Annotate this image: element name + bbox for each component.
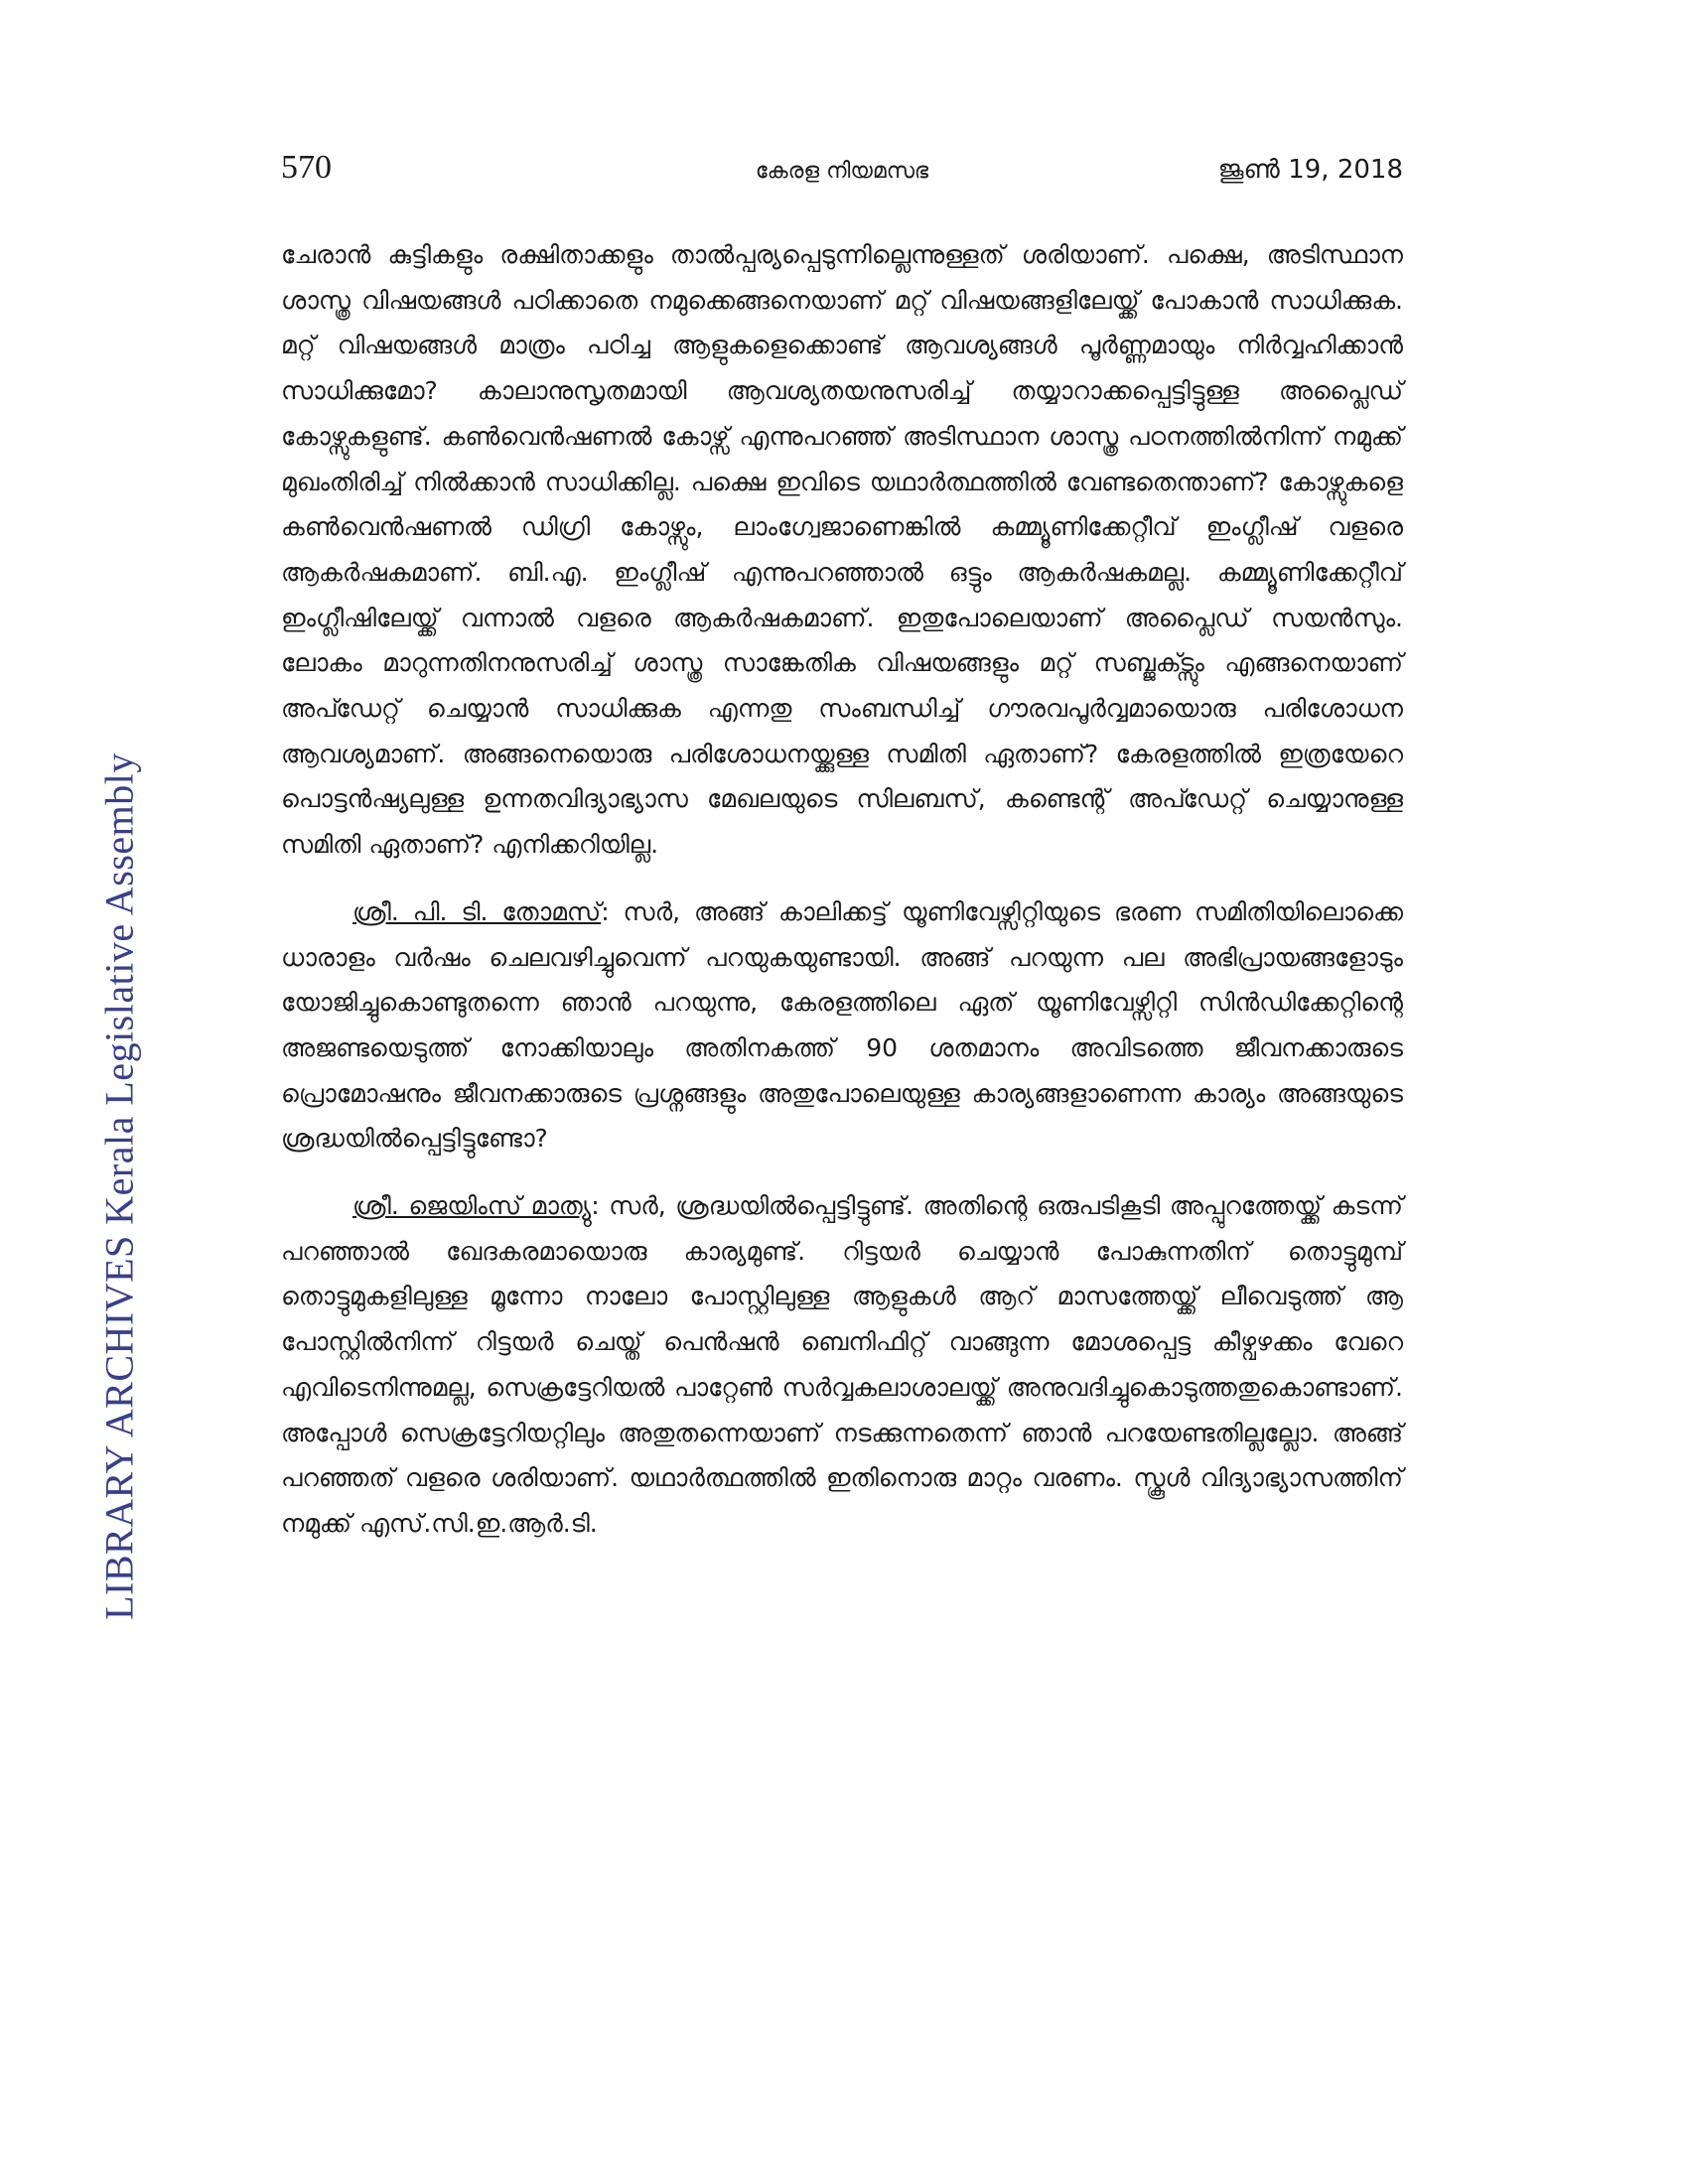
archive-watermark: LIBRARY ARCHIVES Kerala Legislative Assembly bbox=[96, 752, 142, 1620]
page-header bbox=[281, 149, 1403, 199]
page-number: 570 bbox=[281, 149, 332, 186]
speaker-name: ശ്രീ. പി. ടി. തോമസ് bbox=[352, 896, 602, 926]
paragraph-text: : സർ, അങ്ങ് കാലിക്കട്ട് യൂണിവേഴ്സിറ്റിയുടെ ഭരണ സമിതിയിലൊക്കെ ധാരാളം വർഷം ചെലവഴിച്ചുവെന്ന് പറയുകയുണ്ടായി. അങ്ങ് പറയുന്ന പല അഭിപ്രായങ്ങളോടും യോജിച്ചുകൊണ്ടുതന്നെ ഞാൻ പറയുന്നു, കേരളത്തിലെ ഏത് യൂണിവേഴ്സിറ്റി സിൻഡിക്കേറ്റിന്റെ അജണ്ടയെടുത്ത് നോക്കിയാലും അതിനകത്ത് 90 ശതമാനം അവിടത്തെ ജീവനക്കാരുടെ പ്രൊമോഷനും ജീവനക്കാരുടെ പ്രശ്നങ്ങളും അതുപോലെയുള്ള കാര്യങ്ങളാണെന്ന കാര്യം അങ്ങയുടെ ശ്രദ്ധയിൽപ്പെട്ടിട്ടുണ്ടോ? bbox=[281, 896, 1404, 1154]
speaker-name: ശ്രീ. ജെയിംസ് മാത്യു bbox=[352, 1191, 592, 1221]
paragraph-text: : സർ, ശ്രദ്ധയിൽപ്പെട്ടിട്ടുണ്ട്. അതിന്റെ ഒരുപടികൂടി അപ്പുറത്തേയ്ക്ക് കടന്ന് പറഞ്ഞാൽ ഖേദകരമായൊരു കാര്യമുണ്ട്. റിട്ടയർ ചെയ്യാൻ പോകുന്നതിന് തൊട്ടുമുമ്പ് തൊട്ടുമുകളിലുള്ള മൂന്നോ നാലോ പോസ്റ്റിലുള്ള ആളുകൾ ആറ് മാസത്തേയ്ക്ക് ലീവെടുത്ത് ആ പോസ്റ്റിൽനിന്ന് റിട്ടയർ ചെയ്ത് പെൻഷൻ ബെനിഫിറ്റ് വാങ്ങുന്ന മോശപ്പെട്ട കീഴ്വഴക്കം വേറെ എവിടെനിന്നുമല്ല, സെക്രട്ടേറിയൽ പാറ്റേൺ സർവ്വകലാശാലയ്ക്ക് അനുവദിച്ചുകൊടുത്തതുകൊണ്ടാണ്. അപ്പോൾ സെക്രട്ടേറിയറ്റിലും അതുതന്നെയാണ് നടക്കുന്നതെന്ന് ഞാൻ പറയേണ്ടതില്ലല്ലോ. അങ്ങ് പറഞ്ഞത് വളരെ ശരിയാണ്. യഥാർത്ഥത്തിൽ ഇതിനൊരു മാറ്റം വരണം. സ്കൂൾ വിദ്യാഭ്യാസത്തിന് നമുക്ക് എസ്.സി.ഇ.ആർ.ടി. bbox=[281, 1191, 1403, 1538]
paragraph-continuation bbox=[281, 232, 1403, 868]
paragraph-text: ചേരാൻ കുട്ടികളും രക്ഷിതാക്കളും താൽപ്പര്യപ്പെടുന്നില്ലെന്നുള്ളത് ശരിയാണ്. പക്ഷെ, അടിസ്ഥാന ശാസ്ത്ര വിഷയങ്ങൾ പഠിക്കാതെ നമുക്കെങ്ങനെയാണ് മറ്റ് വിഷയങ്ങളിലേയ്ക്ക് പോകാൻ സാധിക്കുക. മറ്റ് വിഷയങ്ങൾ മാത്രം പഠിച്ച ആളുകളെക്കൊണ്ട് ആവശ്യങ്ങൾ പൂർണ്ണമായും നിർവ്വഹിക്കാൻ സാധിക്കുമോ? കാലാനുസൃതമായി ആവശ്യതയനുസരിച്ച് തയ്യാറാക്കപ്പെട്ടിട്ടുള്ള അപ്ലൈഡ് കോഴ്സുകളുണ്ട്. കൺവെൻഷണൽ കോഴ്സ് എന്നുപറഞ്ഞ് അടിസ്ഥാന ശാസ്ത്ര പഠനത്തിൽനിന്ന് നമുക്ക് മുഖംതിരിച്ച് നിൽക്കാൻ സാധിക്കില്ല. പക്ഷെ ഇവിടെ യഥാർത്ഥത്തിൽ വേണ്ടതെന്താണ്? കോഴ്സുകളെ കൺവെൻഷണൽ ഡിഗ്രി കോഴ്സും, ലാംഗ്വേജാണെങ്കിൽ കമ്മ്യൂണിക്കേറ്റീവ് ഇംഗ്ലീഷ് വളരെ ആകർഷകമാണ്. ബി.എ. ഇംഗ്ലീഷ് എന്നുപറഞ്ഞാൽ ഒട്ടും ആകർഷകമല്ല. കമ്മ്യൂണിക്കേറ്റീവ് ഇംഗ്ലീഷിലേയ്ക്ക് വന്നാൽ വളരെ ആകർഷകമാണ്. ഇതുപോലെയാണ് അപ്ലൈഡ് സയൻസും. ലോകം മാറുന്നതിനനുസരിച്ച് ശാസ്ത്ര സാങ്കേതിക വിഷയങ്ങളും മറ്റ് സബ്ജക്ട്സും എങ്ങനെയാണ് അപ്ഡേറ്റ് ചെയ്യാൻ സാധിക്കുക എന്നതു സംബന്ധിച്ച് ഗൗരവപൂർവ്വമായൊരു പരിശോധന ആവശ്യമാണ്. അങ്ങനെയൊരു പരിശോധനയ്ക്കുള്ള സമിതി ഏതാണ്? കേരളത്തിൽ ഇത്രയേറെ പൊട്ടൻഷ്യലുള്ള ഉന്നതവിദ്യാഭ്യാസ മേഖലയുടെ സിലബസ്, കണ്ടെന്റ് അപ്ഡേറ്റ് ചെയ്യാനുള്ള സമിതി ഏതാണ്? എനിക്കറിയില്ല. bbox=[281, 240, 1403, 860]
running-title: കേരള നിയമസഭ bbox=[755, 159, 929, 184]
paragraph-pt-thomas bbox=[281, 889, 1403, 1161]
page-date: ജൂൺ 19, 2018 bbox=[1217, 155, 1403, 185]
body-text bbox=[281, 232, 1403, 1547]
paragraph-james-mathew bbox=[281, 1183, 1403, 1547]
